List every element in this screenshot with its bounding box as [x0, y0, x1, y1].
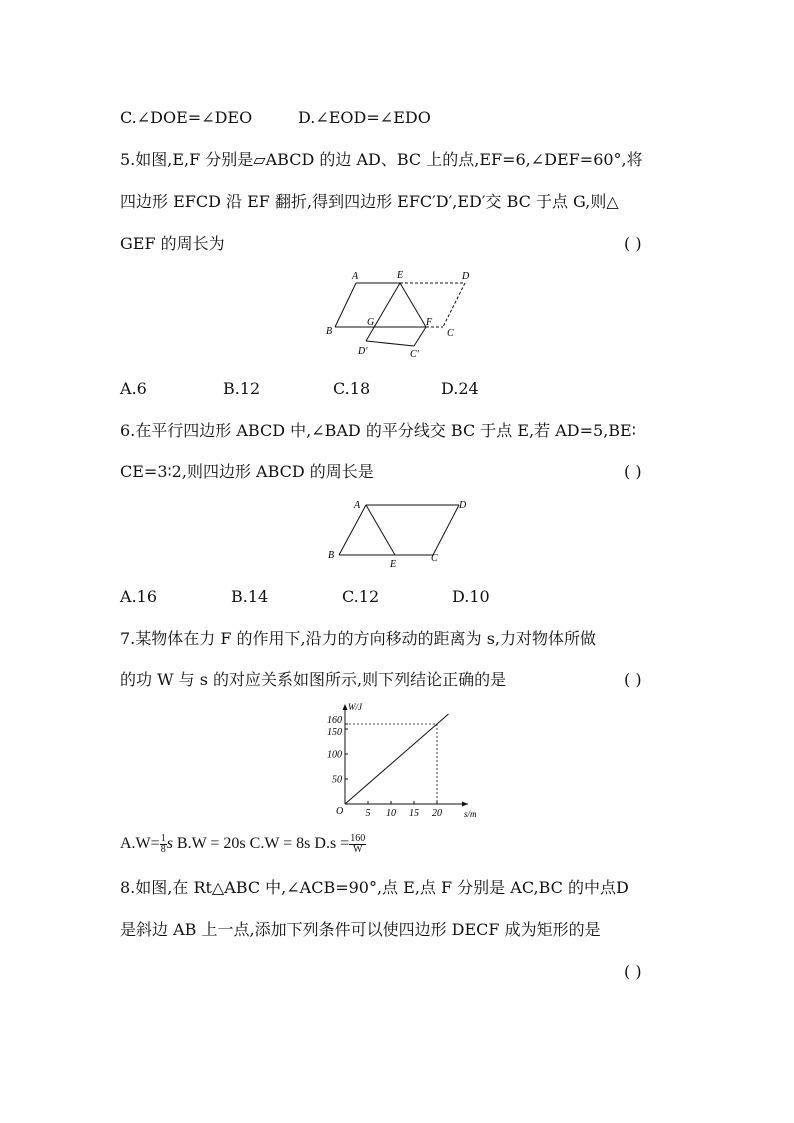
q8-text-line1: 8.如图,在 Rt△ABC 中,∠ACB=90°,点 E,点 F 分别是 AC,BC 的中点D — [120, 878, 629, 897]
y-tick-label-50: 50 — [332, 774, 342, 786]
q6-option-a: A.16 — [120, 587, 157, 606]
q6-answer-bracket: ( ) — [624, 462, 642, 481]
label-b: B — [328, 550, 335, 561]
q4-option-c: C.∠DOE=∠DEO — [120, 108, 253, 127]
q6-option-d: D.10 — [452, 587, 490, 606]
q5-text-line3: GEF 的周长为 — [120, 234, 225, 253]
label-b: B — [326, 326, 333, 337]
q4-option-d: D.∠EOD=∠EDO — [298, 108, 431, 127]
q6-text-line1: 6.在平行四边形 ABCD 中,∠BAD 的平分线交 BC 于点 E,若 AD=5,BE∶ — [120, 421, 636, 440]
origin-label: O — [336, 806, 344, 817]
q7-text-line1: 7.某物体在力 F 的作用下,沿力的方向移动的距离为 s,力对物体所做 — [120, 629, 597, 648]
label-g: G — [367, 317, 375, 328]
q5-option-c: C.18 — [333, 379, 371, 398]
x-tick-label-15: 15 — [409, 808, 419, 819]
label-c-prime: C′ — [410, 349, 419, 360]
x-tick-label-20: 20 — [432, 808, 442, 819]
q5-text-line2: 四边形 EFCD 沿 EF 翻折,得到四边形 EFC′D′,ED′交 BC 于点 G,则△ — [120, 192, 619, 211]
q5-figure — [322, 266, 472, 361]
q7-option-a: A.W= $\frac{1}{8}$ s — [120, 833, 173, 855]
label-c: C — [431, 553, 438, 564]
label-a: A — [354, 500, 361, 511]
q7-answer-bracket: ( ) — [624, 670, 642, 689]
q5-option-b: B.12 — [223, 379, 261, 398]
q6-option-c: C.12 — [342, 587, 380, 606]
label-f: F — [426, 317, 433, 328]
label-d: D — [459, 500, 467, 511]
q5-text-line1: 5.如图,E,F 分别是▱ABCD 的边 AD、BC 上的点,EF=6,∠DEF=60°,将 — [120, 150, 643, 169]
q7-option-c: C.W = 8s — [249, 835, 311, 853]
q8-text-line2: 是斜边 AB 上一点,添加下列条件可以使四边形 DECF 成为矩形的是 — [120, 920, 601, 939]
y-axis-arrow — [343, 704, 348, 710]
series-line-w — [345, 714, 449, 804]
label-a: A — [352, 271, 359, 282]
x-tick-label-5: 5 — [365, 808, 371, 819]
x-tick-label-10: 10 — [386, 808, 396, 819]
q7-option-b: B.W = 20s — [176, 835, 246, 853]
y-axis-label: W/J — [348, 702, 362, 712]
label-d: D — [462, 271, 470, 282]
y-tick-label-150: 150 — [327, 727, 342, 738]
q5-option-d: D.24 — [441, 379, 479, 398]
q5-answer-bracket: ( ) — [624, 234, 642, 253]
q7-options-row — [120, 834, 366, 855]
q6-figure — [324, 494, 474, 569]
label-c: C — [447, 328, 454, 339]
q5-option-a: A.6 — [120, 379, 147, 398]
q6-option-b: B.14 — [231, 587, 269, 606]
q7-work-distance-chart — [318, 700, 478, 822]
label-d-prime: D′ — [358, 346, 368, 357]
x-axis-arrow — [462, 802, 468, 807]
label-e: E — [397, 270, 404, 281]
q7-option-d: D.s = $\frac{160}{W}$ — [314, 833, 366, 855]
x-axis-label: s/m — [464, 809, 477, 819]
q7-text-line2: 的功 W 与 s 的对应关系如图所示,则下列结论正确的是 — [120, 670, 507, 689]
y-tick-label-160: 160 — [327, 715, 342, 726]
y-tick-label-100: 100 — [327, 749, 342, 761]
q6-text-line2: CE=3∶2,则四边形 ABCD 的周长是 — [120, 462, 374, 481]
label-e: E — [390, 559, 397, 569]
q8-answer-bracket: ( ) — [624, 962, 642, 981]
